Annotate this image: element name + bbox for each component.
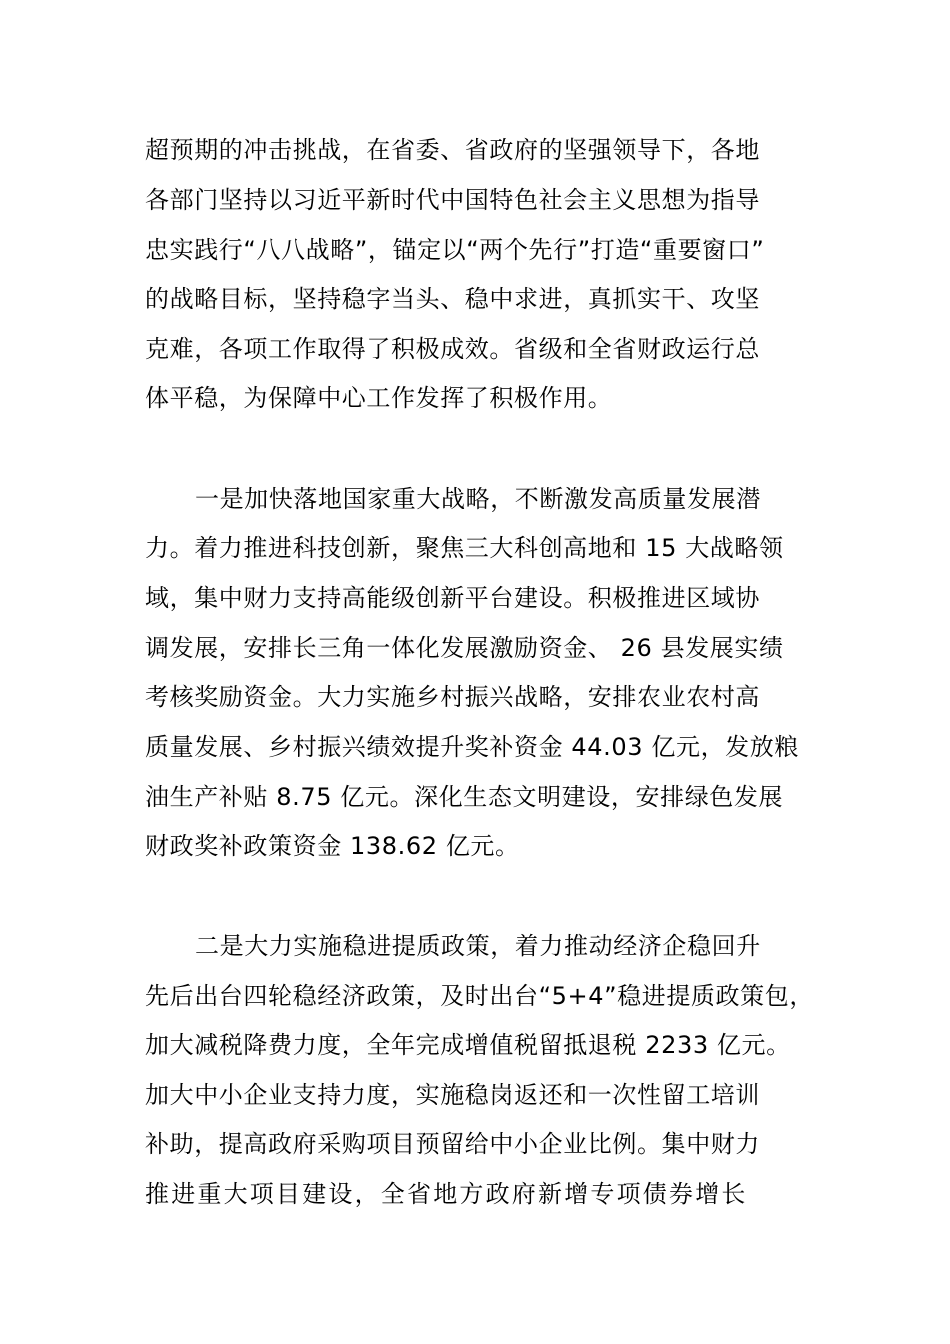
paragraph-2-line-8: 财政奖补政策资金 138.62 亿元。	[145, 832, 520, 860]
paragraph-2-line-7: 油生产补贴 8.75 亿元。深化生态文明建设，安排绿色发展	[145, 783, 784, 811]
paragraph-1-line-6: 体平稳，为保障中心工作发挥了积极作用。	[145, 384, 613, 412]
paragraph-2-line-6: 质量发展、乡村振兴绩效提升奖补资金 44.03 亿元，发放粮	[145, 733, 799, 761]
paragraph-2-line-1: 一是加快落地国家重大战略，不断激发高质量发展潜	[195, 485, 761, 513]
paragraph-1-line-1: 超预期的冲击挑战，在省委、省政府的坚强领导下，各地	[145, 136, 760, 164]
paragraph-3-line-6: 推进重大项目建设，全省地方政府新增专项债券增长	[145, 1180, 748, 1208]
paragraph-1-line-3: 忠实践行“八八战略”，锚定以“两个先行”打造“重要窗口”	[145, 236, 765, 264]
paragraph-3-line-4: 加大中小企业支持力度，实施稳岗返还和一次性留工培训	[145, 1081, 760, 1109]
paragraph-1-line-4: 的战略目标，坚持稳字当头、稳中求进，真抓实干、攻坚	[145, 285, 760, 313]
paragraph-2-line-4: 调发展，安排长三角一体化发展激励资金、 26 县发展实绩	[145, 634, 784, 662]
paragraph-3-line-5: 补助，提高政府采购项目预留给中小企业比例。集中财力	[145, 1130, 760, 1158]
paragraph-3-line-2: 先后出台四轮稳经济政策，及时出台“5+4”稳进提质政策包，	[145, 982, 814, 1010]
paragraph-1-line-2: 各部门坚持以习近平新时代中国特色社会主义思想为指导	[145, 186, 760, 214]
paragraph-3-line-3: 加大减税降费力度，全年完成增值税留抵退税 2233 亿元。	[145, 1031, 791, 1059]
paragraph-2-line-2: 力。着力推进科技创新，聚焦三大科创高地和 15 大战略领	[145, 534, 784, 562]
paragraph-1-line-5: 克难，各项工作取得了积极成效。省级和全省财政运行总	[145, 335, 760, 363]
paragraph-2-line-3: 域，集中财力支持高能级创新平台建设。积极推进区域协	[145, 584, 760, 612]
paragraph-3-line-1: 二是大力实施稳进提质政策，着力推动经济企稳回升	[195, 932, 761, 960]
paragraph-2-line-5: 考核奖励资金。大力实施乡村振兴战略，安排农业农村高	[145, 683, 760, 711]
